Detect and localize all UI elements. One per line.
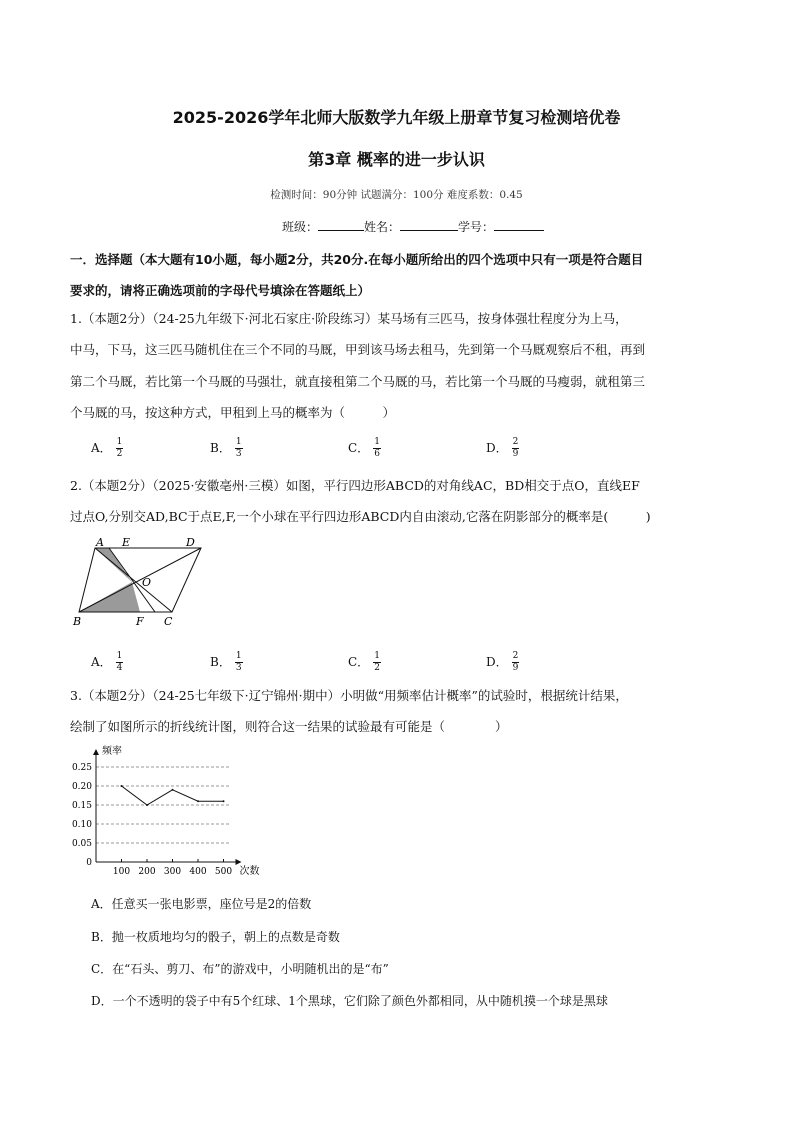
class-label: 班级： [282,220,319,234]
x-tick-label: 200 [138,867,156,877]
y-axis-label: 频率 [102,746,122,757]
student-info [282,217,544,235]
class-blank[interactable] [318,217,364,231]
q1-option-c[interactable] [348,438,381,459]
data-point [197,800,199,802]
section-heading-line2: 要求的，请将正确选项前的字母代号填涂在答题纸上） [70,283,371,298]
q3-option-b[interactable]: B．抛一枚质地均匀的骰子，朝上的点数是奇数 [91,930,340,944]
option-letter: A． [91,441,112,455]
q3-line: 3.（本题2分）（24-25七年级下·辽宁锦州·期中）小明做“用频率估计概率”的试验时，根据统计结果， [70,688,628,703]
test-meta: 检测时间：90分钟 试题满分：100分 难度系数：0.45 [270,189,523,201]
option-letter: B． [210,655,231,669]
label-b: B [73,615,82,628]
x-tick-label: 400 [189,867,207,877]
y-axis-arrow [93,749,99,755]
fraction: $\frac{1}{2}$ [374,651,380,673]
option-letter: B． [210,441,231,455]
diagonal-bd [79,548,201,612]
label-o: O [142,576,152,589]
x-tick-label: 500 [214,867,233,877]
chapter-title: 第3章 概率的进一步认识 [308,150,485,169]
option-letter: D． [486,655,508,669]
x-tick-label: 100 [112,867,131,877]
parallelogram-figure [66,536,212,628]
q3-option-d[interactable]: D．一个不透明的袋子中有5个红球、1个黑球，它们除了颜色外都相同，从中随机摸一个球是黑球 [91,994,608,1008]
y-tick-label: 0.05 [71,839,92,849]
y-tick-label: 0.10 [71,820,92,830]
document-title: 2025-2026学年北师大版数学九年级上册章节复习检测培优卷 [172,108,621,127]
y-tick-label: 0.25 [71,763,92,773]
q2-option-d[interactable] [486,652,519,673]
id-label: 学号： [458,220,495,234]
q1-line: 第二个马厩，若比第一个马厩的马强壮，就直接租第二个马厩的马，若比第一个马厩的马瘦弱，就租第三 [70,374,646,389]
y-tick-label: 0.15 [71,801,92,811]
fraction: $\frac{1}{2}$ [116,437,123,459]
y-tick-label: 0 [86,858,92,868]
q2-option-c[interactable] [348,652,381,673]
id-blank[interactable] [494,217,544,231]
label-d: D [186,536,195,549]
name-label: 姓名： [364,220,401,234]
fraction: $\frac{2}{9}$ [512,437,519,459]
q2-option-b[interactable] [210,652,243,673]
fraction: $\frac{1}{4}$ [116,651,123,673]
q2-option-a[interactable] [91,652,123,673]
frequency-line-chart [64,741,274,881]
data-point [121,785,123,787]
data-point [146,804,148,806]
fraction: $\frac{1}{3}$ [235,437,242,459]
label-f: F [136,615,144,628]
x-axis-arrow [236,859,242,865]
q1-option-b[interactable] [210,438,243,459]
fraction: $\frac{1}{6}$ [374,437,380,459]
q1-option-a[interactable] [91,438,123,459]
q2-line: 过点O,分别交AD,BC于点E,F,一个小球在平行四边形ABCD内自由滚动,它落在阴影部分的概率是( ) [70,509,651,524]
label-c: C [164,615,173,628]
x-axis-label: 次数 [239,866,260,877]
q1-line: 个马厩的马，按这种方式，甲租到上马的概率为（ ） [70,405,396,420]
data-point [172,789,174,791]
fraction: $\frac{2}{9}$ [512,651,519,673]
option-letter: A． [91,655,112,669]
q1-line: 1.（本题2分）（24-25九年级下·河北石家庄·阶段练习）某马场有三匹马，按身体强壮程度分为上马， [70,311,628,326]
option-letter: D． [486,441,508,455]
section-heading-line1: 一．选择题（本大题有10小题，每小题2分，共20分.在每小题所给出的四个选项中只有一项是符合题目 [70,252,644,267]
x-tick-label: 300 [163,867,182,877]
q3-option-a[interactable]: A．任意买一张电影票，座位号是2的倍数 [91,897,312,911]
q1-line: 中马，下马，这三匹马随机住在三个不同的马厩，甲到该马场去租马，先到第一个马厩观察后不租，再到 [70,342,646,357]
label-a: A [96,536,104,549]
q2-line: 2.（本题2分）（2025·安徽亳州·三模）如图，平行四边形ABCD的对角线AC，BD相交于点O，直线EF [70,478,640,493]
fraction: $\frac{1}{3}$ [235,651,242,673]
option-letter: C． [348,655,370,669]
name-blank[interactable] [400,217,458,231]
option-letter: C． [348,441,370,455]
data-point [223,800,225,802]
y-tick-label: 0.20 [71,782,92,792]
label-e: E [122,536,131,549]
q3-option-c[interactable]: C．在“石头、剪刀、布”的游戏中，小明随机出的是“布” [91,962,389,976]
q1-option-d[interactable] [486,438,519,459]
q3-line: 绘制了如图所示的折线统计图，则符合这一结果的试验最有可能是（ ） [70,719,508,734]
